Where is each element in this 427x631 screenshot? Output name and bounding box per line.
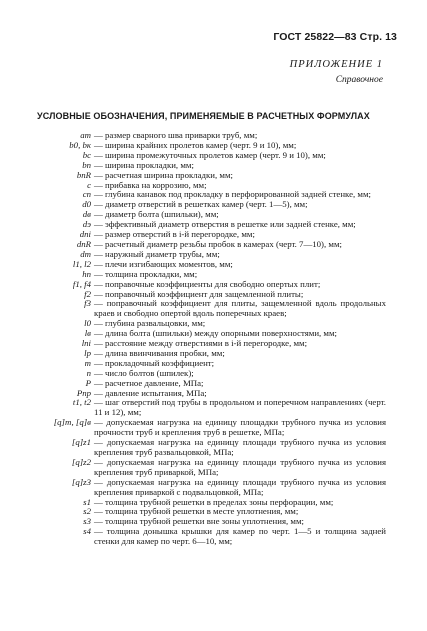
definition-symbol: dт: [80, 248, 91, 259]
definition-text: — поправочные коэффициенты для свободно опертых плит;: [94, 278, 321, 289]
definition-text: — допускаемая нагрузка на единицу площади трубного пучка из условия крепления труб развальцовкой, МПа;: [94, 437, 386, 457]
definition-symbol: lв: [84, 328, 91, 339]
definition-text: — размер сварного шва приварки труб, мм;: [94, 130, 258, 140]
definition-symbol: d0: [82, 199, 91, 210]
definition-text: — глубина развальцовки, мм;: [94, 318, 206, 329]
definition-symbol: b0, bк: [69, 139, 91, 150]
definition-text: — длина ввинчивания пробки, мм;: [94, 347, 225, 358]
definition-symbol: lр: [84, 347, 91, 358]
definition-symbol: [q]z1: [71, 437, 91, 448]
definition-symbol: dпi: [79, 229, 91, 240]
definition-text: — эффективный диаметр отверстия в решетке или задней стенке, мм;: [94, 219, 356, 230]
definition-symbol: bп: [82, 159, 91, 170]
definition-text: — длина болта (шпильки) между опорными поверхностями, мм;: [94, 328, 337, 339]
definition-text: — расчетное давление, МПа;: [94, 377, 204, 388]
definitions-list: [28, 131, 386, 547]
definition-text: — шаг отверстий под трубы в продольном и поперечном направлениях (черт. 11 и 12), мм;: [94, 397, 386, 418]
definition-symbol: dв: [82, 209, 91, 220]
definition-text: — допускаемая нагрузка на единицу площади трубного пучка из условия крепления приваркой с подвальцовкой, МПа;: [94, 476, 386, 497]
definition-symbol: s1: [83, 496, 91, 507]
definition-symbol: bпR: [76, 169, 91, 180]
definition-text: — толщина трубной решетки в пределах зоны перфорации, мм;: [94, 496, 334, 507]
definition-symbol: hп: [82, 268, 91, 279]
definition-symbol: dпR: [76, 238, 91, 249]
section-heading: УСЛОВНЫЕ ОБОЗНАЧЕНИЯ, ПРИМЕНЯЕМЫЕ В РАСЧЕТНЫХ ФОРМУЛАХ: [37, 111, 370, 121]
definition-text: — число болтов (шпилек);: [94, 367, 194, 378]
definition-text: — расчетная ширина прокладки, мм;: [94, 169, 233, 180]
definition-symbol: c: [87, 179, 91, 190]
definition-symbol: s3: [83, 516, 91, 527]
definition-symbol: m: [84, 357, 91, 368]
definition-symbol: [q]z3: [71, 476, 91, 487]
definition-row: [28, 280, 386, 290]
definition-text: — ширина крайних пролетов камер (черт. 9 и 10), мм;: [94, 139, 297, 150]
definition-symbol: [q]z2: [71, 456, 91, 467]
definition-row: [28, 458, 386, 478]
definition-text: — расчетный диаметр резьбы пробок в камерах (черт. 7—10), мм;: [94, 238, 342, 249]
definition-row: [28, 398, 386, 418]
definition-text: — расстояние между отверстиями в i-й перегородке, мм;: [94, 338, 308, 349]
definition-text: — давление испытания, МПа;: [94, 387, 207, 398]
definition-row: [28, 418, 386, 438]
definition-symbol: n: [86, 367, 91, 378]
definition-symbol: l0: [84, 318, 91, 329]
appendix-subtitle: Справочное: [335, 75, 383, 85]
definition-symbol: f1, f4: [72, 278, 91, 289]
definition-row: [28, 438, 386, 458]
definition-text: — толщина трубной решетки вне зоны уплотнения, мм;: [94, 516, 304, 527]
page-header: ГОСТ 25822—83 Стр. 13: [273, 31, 397, 43]
definition-row: [28, 171, 386, 181]
definition-text: — прибавка на коррозию, мм;: [94, 179, 207, 190]
definition-symbol: dэ: [82, 219, 91, 230]
definition-symbol: t1, t2: [72, 397, 91, 408]
definition-symbol: f3: [84, 298, 91, 309]
definition-text: — диаметр отверстий в решетках камер (черт. 1—5), мм;: [94, 199, 308, 210]
definition-row: [28, 369, 386, 379]
definition-symbol: s2: [83, 506, 91, 517]
definition-text: — наружный диаметр трубы, мм;: [94, 248, 220, 259]
definition-text: — толщина прокладки, мм;: [94, 268, 198, 279]
definition-symbol: s4: [83, 526, 91, 537]
definition-text: — ширина прокладки, мм;: [94, 159, 194, 170]
definition-text: — допускаемая нагрузка на единицу площадки трубного пучка из условия прочности труб и крепления труб в решетке, МПа;: [94, 417, 386, 438]
definition-row: [28, 478, 386, 498]
definition-text: — поправочный коэффициент для защемленной плиты;: [94, 288, 304, 299]
definition-symbol: aт: [80, 130, 91, 140]
definition-text: — размер отверстий в i-й перегородке, мм;: [94, 229, 255, 240]
definition-text: — ширина промежуточных пролетов камер (черт. 9 и 10), мм;: [94, 149, 326, 160]
definition-text: — толщина трубной решетки в месте уплотнения, мм;: [94, 506, 299, 517]
definition-text: — толщина донышка крышки для камер по черт. 1—5 и толщина задней стенки для камер по черт. 6—10, мм;: [94, 526, 386, 547]
definition-row: [28, 359, 386, 369]
definition-symbol: lпi: [81, 338, 91, 349]
appendix-title: ПРИЛОЖЕНИЕ 1: [289, 59, 383, 70]
definition-symbol: f2: [84, 288, 91, 299]
definition-row: [28, 299, 386, 319]
definition-text: — поправочный коэффициент для плиты, защемленной вдоль продольных краев и свободно опертой вдоль поперечных краев;: [94, 298, 386, 319]
definition-symbol: bс: [82, 149, 91, 160]
definition-text: — плечи изгибающих моментов, мм;: [94, 258, 233, 269]
definition-row: [28, 527, 386, 547]
definition-symbol: [q]т, [q]в: [53, 417, 91, 428]
definition-symbol: Pпр: [76, 387, 91, 398]
definition-symbol: P: [85, 377, 91, 388]
definition-symbol: l1, l2: [72, 258, 91, 269]
definition-text: — прокладочный коэффициент;: [94, 357, 215, 368]
definition-text: — диаметр болта (шпильки), мм;: [94, 209, 219, 220]
definition-text: — глубина канавок под прокладку в перфорированной задней стенке, мм;: [94, 189, 371, 200]
definition-text: — допускаемая нагрузка на единицу площади трубного пучка из условия крепления труб приваркой, МПа;: [94, 456, 386, 477]
definition-symbol: cп: [82, 189, 91, 200]
